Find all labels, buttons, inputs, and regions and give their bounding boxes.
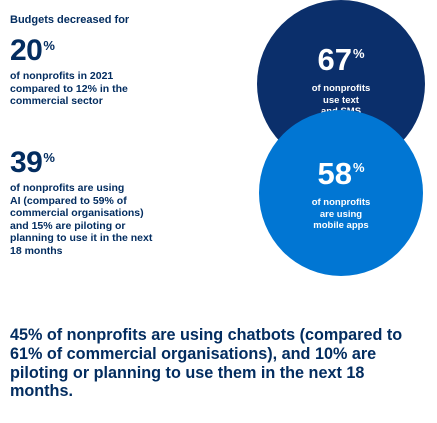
sms-stat-number: 67: [317, 42, 352, 77]
budget-stat-unit: %: [43, 38, 55, 53]
budget-stat: [10, 14, 240, 108]
chatbots-stat-text: 45% of nonprofits are using chatbots (compared to 61% of commercial organisations), and 10% are piloting or planning to use them in the next 18 months.: [10, 326, 403, 401]
ai-stat-number: 39: [10, 146, 43, 179]
mobile-apps-stat-unit: %: [352, 160, 365, 175]
mobile-apps-stat-value: [317, 158, 364, 189]
budget-stat-heading: Budgets decreased for: [10, 14, 130, 26]
budget-stat-number: 20: [10, 34, 43, 67]
budget-stat-value: [10, 36, 240, 66]
sms-stat-unit: %: [352, 46, 365, 61]
mobile-apps-stat-number: 58: [317, 156, 352, 191]
mobile-apps-stat-label: of nonprofits are using mobile apps: [311, 197, 371, 231]
ai-stat-description: of nonprofits are using AI (compared to 59% of commercial organisations) and 15% are piloting or planning to use it in the next 18 months: [10, 182, 153, 257]
budget-stat-description: of nonprofits in 2021 compared to 12% in the commercial sector: [10, 70, 128, 108]
mobile-apps-stat-circle: [259, 110, 423, 276]
sms-stat-value: [317, 44, 364, 75]
ai-stat: [10, 148, 240, 258]
ai-stat-value: [10, 148, 240, 178]
ai-stat-unit: %: [43, 150, 55, 165]
stat-bubbles: [257, 0, 425, 280]
sms-stat-label: of nonprofits use text: [311, 83, 371, 106]
